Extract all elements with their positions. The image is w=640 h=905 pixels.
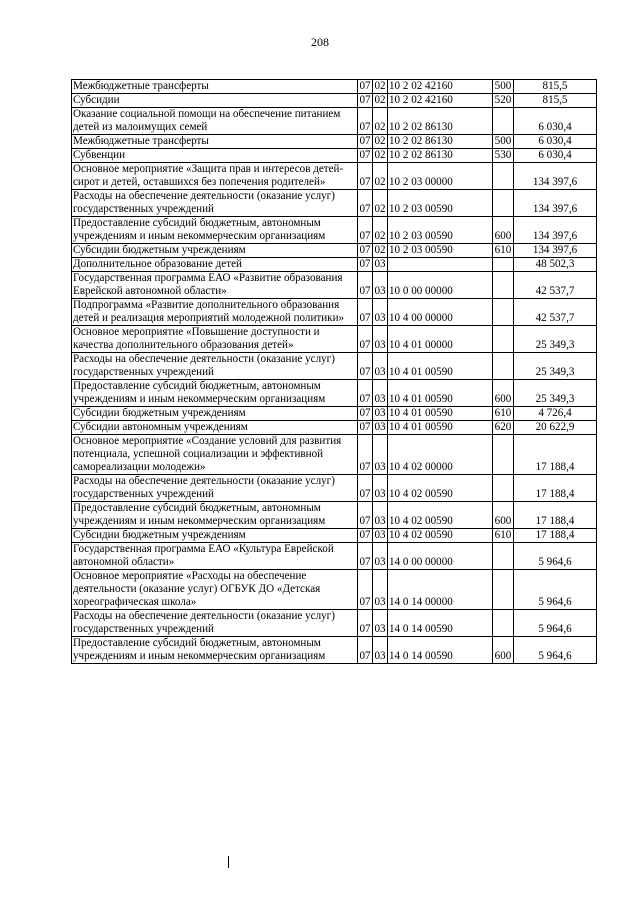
row-amount: 17 188,4 [514, 435, 597, 475]
table-row [72, 610, 597, 637]
row-target-code: 10 4 02 00590 [388, 502, 493, 529]
row-target-code: 10 4 01 00590 [388, 380, 493, 407]
row-name: Государственная программа ЕАО «Развитие образования Еврейской автономной области» [72, 272, 358, 299]
row-subsection-code: 03 [374, 421, 386, 433]
row-target-code: 10 4 01 00590 [388, 407, 493, 421]
row-target-code: 10 2 03 00590 [388, 217, 493, 244]
table-row [72, 94, 597, 108]
row-subsection-code: 03 [374, 407, 386, 419]
row-expense-type-code [493, 610, 514, 637]
table-row [72, 299, 597, 326]
row-expense-type-code: 600 [493, 380, 514, 407]
row-subsection-code: 02 [374, 135, 386, 147]
row-section-code: 07 [358, 217, 373, 244]
row-amount: 134 397,6 [514, 190, 597, 217]
row-target-code: 10 4 01 00590 [388, 353, 493, 380]
row-target-code: 10 0 00 00000 [388, 272, 493, 299]
row-expense-type-code: 500 [493, 135, 514, 149]
row-name: Дополнительное образование детей [72, 258, 358, 272]
row-expense-type-code [493, 299, 514, 326]
row-amount: 815,5 [514, 80, 597, 94]
row-name: Расходы на обеспечение деятельности (оказание услуг) государственных учреждений [72, 190, 358, 217]
row-expense-type-code [493, 543, 514, 570]
table-row [72, 272, 597, 299]
row-name: Субвенции [72, 149, 358, 163]
row-name: Субсидии автономным учреждениям [72, 421, 358, 435]
row-amount: 42 537,7 [514, 272, 597, 299]
row-section-code: 07 [359, 135, 371, 147]
footer-mark [228, 856, 229, 868]
row-section-code: 07 [359, 529, 371, 541]
table-row [72, 135, 597, 149]
row-target-code: 14 0 14 00000 [388, 570, 493, 610]
row-name: Предоставление субсидий бюджетным, автономным учреждениям и иным некоммерческим организациям [72, 502, 358, 529]
table-row [72, 149, 597, 163]
row-section-code: 07 [359, 94, 371, 106]
row-amount: 6 030,4 [514, 108, 597, 135]
row-section-code: 07 [358, 610, 373, 637]
row-amount: 134 397,6 [514, 217, 597, 244]
row-target-code: 10 2 02 86130 [388, 108, 493, 135]
table-row [72, 244, 597, 258]
row-amount: 25 349,3 [514, 380, 597, 407]
row-section-code: 07 [358, 163, 373, 190]
row-target-code: 10 4 02 00590 [388, 529, 493, 543]
page-number: 208 [311, 35, 329, 49]
row-expense-type-code [493, 353, 514, 380]
row-name: Основное мероприятие «Защита прав и интересов детей-сирот и детей, оставшихся без попечения родителей» [72, 163, 358, 190]
row-expense-type-code: 520 [493, 94, 514, 108]
row-amount: 17 188,4 [514, 475, 597, 502]
table-row [72, 421, 597, 435]
row-subsection-code: 03 [373, 637, 388, 664]
row-section-code: 07 [358, 380, 373, 407]
row-target-code: 10 2 03 00590 [388, 190, 493, 217]
row-amount: 17 188,4 [514, 502, 597, 529]
row-name: Подпрограмма «Развитие дополнительного образования детей и реализация мероприятий молодежной политики» [72, 299, 358, 326]
row-name: Основное мероприятие «Повышение доступности и качества дополнительного образования детей» [72, 326, 358, 353]
row-subsection-code: 03 [373, 353, 388, 380]
row-expense-type-code [493, 570, 514, 610]
row-amount: 42 537,7 [514, 299, 597, 326]
row-amount: 48 502,3 [514, 258, 597, 272]
row-subsection-code: 02 [373, 190, 388, 217]
row-target-code: 10 2 02 86130 [388, 135, 493, 149]
row-expense-type-code: 620 [493, 421, 514, 435]
row-expense-type-code: 530 [493, 149, 514, 163]
row-subsection-code: 03 [374, 529, 386, 541]
row-amount: 5 964,6 [514, 543, 597, 570]
row-target-code: 14 0 14 00590 [388, 610, 493, 637]
row-section-code: 07 [358, 435, 373, 475]
row-section-code: 07 [359, 149, 371, 161]
row-name: Субсидии [72, 94, 358, 108]
table-row [72, 637, 597, 664]
row-section-code: 07 [358, 637, 373, 664]
row-section-code: 07 [358, 543, 373, 570]
row-amount: 6 030,4 [514, 149, 597, 163]
table-row [72, 502, 597, 529]
row-amount: 134 397,6 [514, 163, 597, 190]
row-target-code: 10 4 02 00000 [388, 435, 493, 475]
row-subsection-code: 02 [374, 94, 386, 106]
row-section-code: 07 [359, 80, 371, 92]
row-amount: 134 397,6 [514, 244, 597, 258]
row-subsection-code: 02 [374, 244, 386, 256]
row-target-code: 14 0 14 00590 [388, 637, 493, 664]
row-amount: 5 964,6 [514, 610, 597, 637]
row-target-code: 14 0 00 00000 [388, 543, 493, 570]
row-target-code: 10 2 03 00000 [388, 163, 493, 190]
row-name: Оказание социальной помощи на обеспечение питанием детей из малоимущих семей [72, 108, 358, 135]
row-expense-type-code [493, 435, 514, 475]
budget-table [71, 79, 597, 664]
row-target-code: 10 4 02 00590 [388, 475, 493, 502]
row-subsection-code: 03 [373, 380, 388, 407]
row-expense-type-code [493, 475, 514, 502]
row-expense-type-code [493, 326, 514, 353]
row-name: Субсидии бюджетным учреждениям [72, 529, 358, 543]
row-section-code: 07 [359, 421, 371, 433]
row-expense-type-code: 610 [493, 407, 514, 421]
row-expense-type-code: 600 [493, 502, 514, 529]
row-section-code: 07 [359, 407, 371, 419]
row-name: Субсидии бюджетным учреждениям [72, 407, 358, 421]
table-row [72, 380, 597, 407]
row-target-code: 10 4 01 00000 [388, 326, 493, 353]
row-section-code: 07 [358, 190, 373, 217]
row-subsection-code: 03 [373, 610, 388, 637]
table-row [72, 435, 597, 475]
row-subsection-code: 03 [373, 502, 388, 529]
row-subsection-code: 03 [373, 570, 388, 610]
row-expense-type-code: 600 [493, 217, 514, 244]
row-section-code: 07 [359, 244, 371, 256]
row-section-code: 07 [358, 108, 373, 135]
row-amount: 815,5 [514, 94, 597, 108]
table-row [72, 353, 597, 380]
row-amount: 4 726,4 [514, 407, 597, 421]
row-expense-type-code: 610 [493, 244, 514, 258]
row-target-code [388, 258, 493, 272]
row-subsection-code: 02 [374, 80, 386, 92]
row-subsection-code: 03 [373, 272, 388, 299]
row-subsection-code: 03 [373, 543, 388, 570]
row-name: Расходы на обеспечение деятельности (оказание услуг) государственных учреждений [72, 353, 358, 380]
row-name: Субсидии бюджетным учреждениям [72, 244, 358, 258]
table-row [72, 217, 597, 244]
row-section-code: 07 [358, 272, 373, 299]
row-amount: 25 349,3 [514, 353, 597, 380]
row-expense-type-code [493, 163, 514, 190]
row-target-code: 10 4 01 00590 [388, 421, 493, 435]
row-subsection-code: 03 [373, 299, 388, 326]
row-name: Межбюджетные трансферты [72, 135, 358, 149]
row-name: Основное мероприятие «Расходы на обеспечение деятельности (оказание услуг) ОГБУК ДО «Детская хореографическая школа» [72, 570, 358, 610]
row-name: Государственная программа ЕАО «Культура Еврейской автономной области» [72, 543, 358, 570]
table-row [72, 529, 597, 543]
row-name: Основное мероприятие «Создание условий для развития потенциала, успешной социализации и эффективной самореализации молодежи» [72, 435, 358, 475]
row-amount: 5 964,6 [514, 637, 597, 664]
row-section-code: 07 [358, 502, 373, 529]
row-target-code: 10 2 02 42160 [388, 94, 493, 108]
row-section-code: 07 [358, 475, 373, 502]
row-amount: 20 622,9 [514, 421, 597, 435]
row-target-code: 10 4 00 00000 [388, 299, 493, 326]
row-subsection-code: 03 [373, 475, 388, 502]
row-section-code: 07 [358, 353, 373, 380]
row-name: Межбюджетные трансферты [72, 80, 358, 94]
row-section-code: 07 [358, 570, 373, 610]
row-subsection-code: 03 [373, 326, 388, 353]
table-row [72, 108, 597, 135]
row-expense-type-code: 500 [493, 80, 514, 94]
table-row [72, 190, 597, 217]
table-row [72, 163, 597, 190]
row-amount: 5 964,6 [514, 570, 597, 610]
table-row [72, 570, 597, 610]
row-amount: 17 188,4 [514, 529, 597, 543]
row-amount: 25 349,3 [514, 326, 597, 353]
budget-table-body [72, 80, 597, 664]
row-section-code: 07 [358, 326, 373, 353]
row-expense-type-code [493, 190, 514, 217]
row-subsection-code: 02 [373, 163, 388, 190]
table-row [72, 80, 597, 94]
row-expense-type-code [493, 272, 514, 299]
row-expense-type-code [493, 258, 514, 272]
row-name: Предоставление субсидий бюджетным, автономным учреждениям и иным некоммерческим организациям [72, 217, 358, 244]
table-row [72, 543, 597, 570]
row-target-code: 10 2 03 00590 [388, 244, 493, 258]
row-name: Расходы на обеспечение деятельности (оказание услуг) государственных учреждений [72, 610, 358, 637]
row-subsection-code: 02 [373, 217, 388, 244]
row-subsection-code: 03 [373, 435, 388, 475]
table-row [72, 407, 597, 421]
row-target-code: 10 2 02 42160 [388, 80, 493, 94]
table-row [72, 326, 597, 353]
row-target-code: 10 2 02 86130 [388, 149, 493, 163]
row-amount: 6 030,4 [514, 135, 597, 149]
row-expense-type-code: 610 [493, 529, 514, 543]
table-row [72, 258, 597, 272]
row-section-code: 07 [358, 299, 373, 326]
row-name: Предоставление субсидий бюджетным, автономным учреждениям и иным некоммерческим организациям [72, 637, 358, 664]
row-expense-type-code [493, 108, 514, 135]
row-section-code: 07 [359, 258, 371, 270]
row-expense-type-code: 600 [493, 637, 514, 664]
row-subsection-code: 02 [374, 149, 386, 161]
row-subsection-code: 03 [374, 258, 386, 270]
row-name: Расходы на обеспечение деятельности (оказание услуг) государственных учреждений [72, 475, 358, 502]
row-name: Предоставление субсидий бюджетным, автономным учреждениям и иным некоммерческим организациям [72, 380, 358, 407]
row-subsection-code: 02 [373, 108, 388, 135]
table-row [72, 475, 597, 502]
